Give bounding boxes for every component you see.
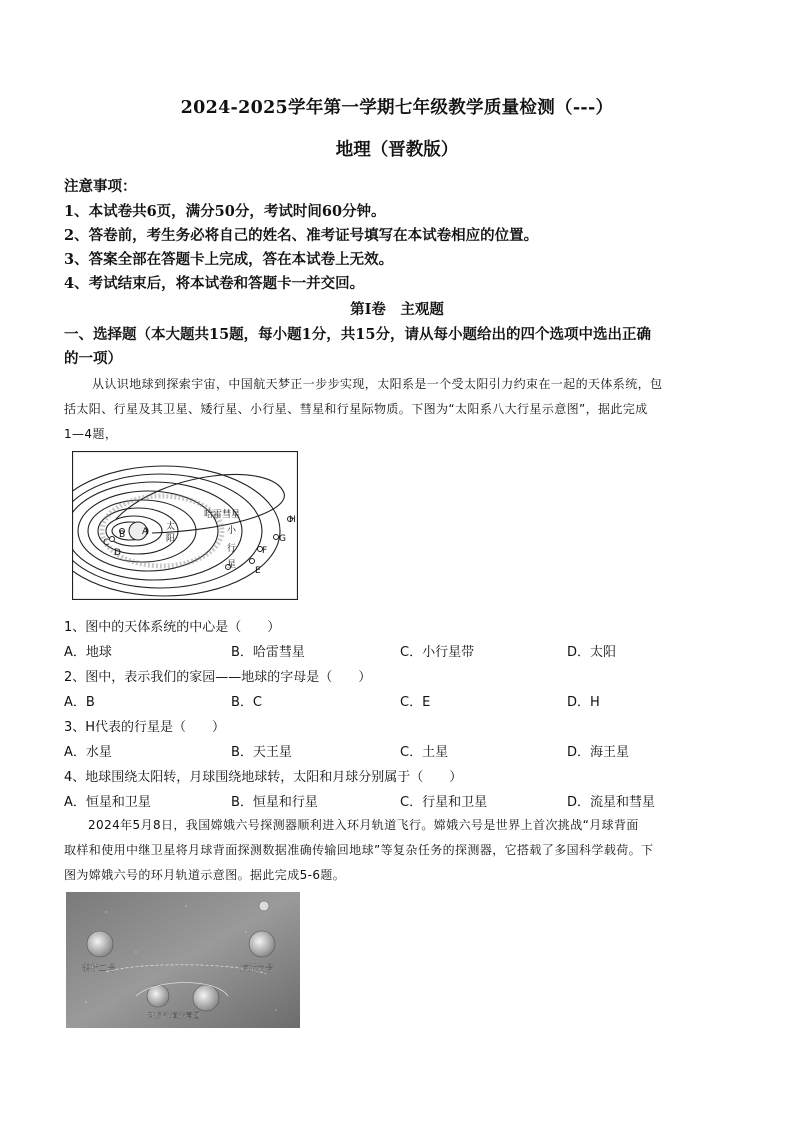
exam-subtitle: 地理（晋教版） — [335, 140, 459, 160]
option-b[interactable]: B．哈雷彗星 — [231, 645, 305, 660]
option-a[interactable]: A．B — [64, 695, 95, 710]
option-a[interactable]: A．恒星和卫星 — [64, 795, 151, 810]
note-item: 4、考试结束后，将本试卷和答题卡一并交回。 — [64, 275, 365, 292]
option-c[interactable]: C．E — [400, 695, 431, 710]
label-A: A — [142, 527, 149, 537]
question-3-stem: 3、H代表的行星是（ ） — [64, 720, 226, 735]
label-belt-1: 小 — [227, 526, 237, 536]
label-belt-3: 星 — [227, 560, 237, 570]
lunar-probe-moon-icon — [249, 931, 275, 957]
note-item: 2、答卷前，考生务必将自己的姓名、准考证号填写在本试卷相应的位置。 — [64, 227, 539, 244]
section-title: 第Ⅰ卷 主观题 — [350, 301, 444, 318]
question-2-options — [64, 691, 734, 711]
label-orbit-caption: 环月轨道示意图 — [148, 1011, 201, 1020]
option-c[interactable]: C．土星 — [400, 745, 449, 760]
option-c[interactable]: C．小行星带 — [400, 645, 475, 660]
option-d[interactable]: D．流星和彗星 — [567, 795, 656, 810]
exam-title: 2024-2025学年第一学期七年级教学质量检测（---） — [180, 98, 614, 118]
question-1-stem: 1、图中的天体系统的中心是（ ） — [64, 620, 281, 635]
part1-instruction-cont: 的一项） — [64, 350, 122, 367]
part1-instruction: 一、选择题（本大题共15题，每小题1分，共15分，请从每小题给出的四个选项中选出正确 — [64, 326, 651, 343]
question-4-stem: 4、地球围绕太阳转，月球围绕地球转，太阳和月球分别属于（ ） — [64, 770, 463, 785]
option-a[interactable]: A．地球 — [64, 645, 112, 660]
label-lunar-probe: 嫦娥六号 — [240, 964, 275, 974]
option-a[interactable]: A．水星 — [64, 745, 112, 760]
notes-heading: 注意事项： — [64, 178, 137, 195]
passage1-line: 从认识地球到探索宇宙，中国航天梦正一步步实现，太阳系是一个受太阳引力约束在一起的天体系统，包 — [92, 377, 663, 391]
option-d[interactable]: D．太阳 — [567, 645, 617, 660]
question-2-stem: 2、图中，表示我们的家园——地球的字母是（ ） — [64, 670, 372, 685]
label-D: D — [114, 548, 121, 558]
label-sun-1: 太 — [166, 522, 176, 532]
passage2-line: 取样和使用中继卫星将月球背面探测数据准确传输回地球”等复杂任务的探测器，它搭载了多国科学载荷。下 — [64, 843, 654, 857]
label-F: F — [262, 546, 268, 556]
label-C: C — [103, 538, 110, 548]
label-B: B — [119, 530, 126, 540]
lunar-orbit-figure — [66, 892, 300, 1028]
question-4-options — [64, 791, 734, 811]
passage1-line: 1—4题， — [64, 427, 118, 441]
passage2-line: 图为嫦娥六号的环月轨道示意图。据此完成5-6题。 — [64, 868, 346, 882]
label-H: H — [289, 515, 296, 525]
question-1-options — [64, 641, 734, 661]
option-b[interactable]: B．天王星 — [231, 745, 292, 760]
question-3-options — [64, 741, 734, 761]
note-item: 1、本试卷共6页，满分50分，考试时间60分钟。 — [64, 203, 386, 220]
option-d[interactable]: D．H — [567, 695, 600, 710]
option-b[interactable]: B．C — [231, 695, 262, 710]
note-item: 3、答案全部在答题卡上完成，答在本试卷上无效。 — [64, 251, 394, 268]
relay-satellite-moon-icon — [87, 931, 113, 957]
passage1-line: 括太阳、行星及其卫星、矮行星、小行星、彗星和行星际物质。下图为“太阳系八大行星示意图”，据此完成 — [64, 402, 648, 416]
option-b[interactable]: B．恒星和行星 — [231, 795, 318, 810]
label-G: G — [279, 534, 286, 544]
label-E: E — [255, 566, 261, 576]
option-d[interactable]: D．海王星 — [567, 745, 630, 760]
solar-system-figure — [72, 451, 298, 600]
label-sun-2: 阳 — [166, 534, 176, 544]
passage2-line: 2024年5月8日，我国嫦娥六号探测器顺利进入环月轨道飞行。嫦娥六号是世界上首次挑战“月球背面 — [88, 818, 639, 832]
label-relay-satellite: 鹊桥二号 — [82, 964, 117, 974]
label-belt-2: 行 — [227, 544, 237, 554]
label-comet: 哈雷彗星 — [204, 510, 241, 520]
option-c[interactable]: C．行星和卫星 — [400, 795, 488, 810]
